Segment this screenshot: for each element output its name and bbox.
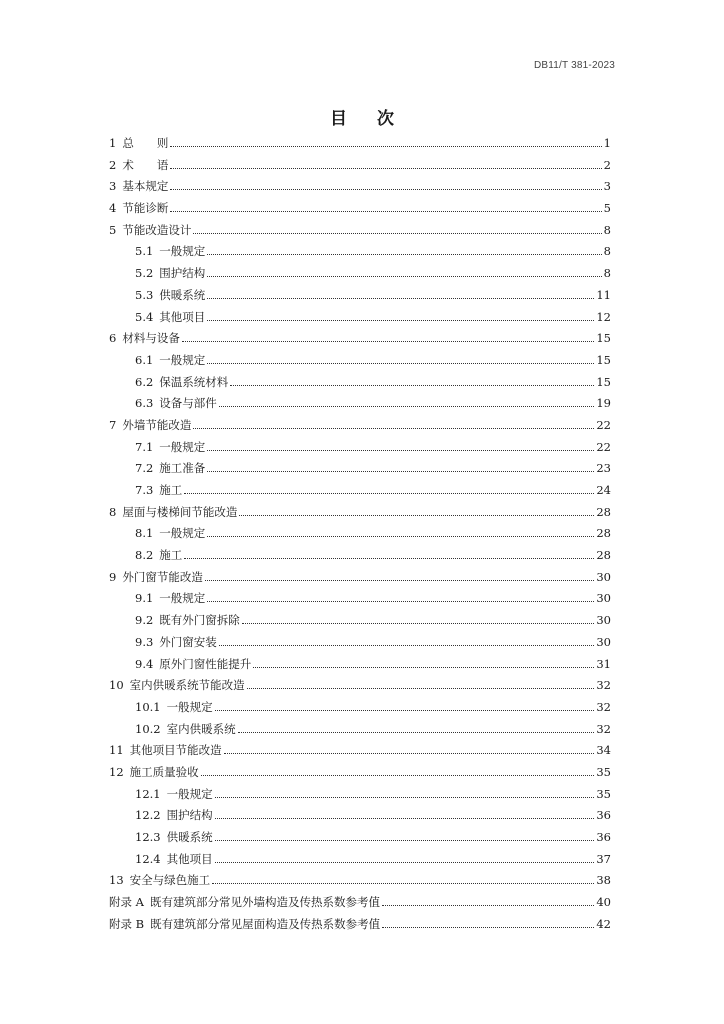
toc-entry-number: 9.3 — [135, 634, 154, 649]
toc-entry-label: 设备与部件 — [159, 396, 217, 411]
toc-entry-page: 30 — [596, 613, 611, 628]
toc-entry-page: 2 — [603, 157, 611, 172]
toc-entry-label: 一般规定 — [166, 786, 213, 801]
toc-entry-number: 12.1 — [135, 786, 161, 801]
toc-entry-label: 室内供暖系统 — [166, 721, 236, 736]
toc-entry-number: 6.1 — [135, 352, 154, 367]
toc-entry-number: 5.4 — [135, 309, 154, 324]
toc-entry-label: 节能诊断 — [122, 201, 169, 216]
toc-dot-leader — [215, 853, 595, 863]
toc-dot-leader — [170, 137, 601, 147]
toc-dot-leader — [382, 918, 594, 928]
toc-entry-number: 7 — [109, 417, 117, 432]
toc-entry-number: 10.2 — [135, 721, 161, 736]
toc-dot-leader — [207, 289, 594, 299]
toc-entry-page: 8 — [603, 244, 611, 259]
toc-dot-leader — [193, 224, 601, 234]
toc-entry-label: 既有外门窗拆除 — [159, 613, 240, 628]
toc-entry[interactable] — [109, 393, 611, 415]
toc-entry-page: 34 — [596, 743, 611, 758]
toc-entry-page: 28 — [596, 526, 611, 541]
toc-entry-page: 15 — [596, 331, 611, 346]
toc-entry[interactable] — [109, 263, 611, 285]
toc-entry-page: 19 — [596, 396, 611, 411]
toc-entry-label: 既有建筑部分常见外墙构造及传热系数参考值 — [149, 895, 380, 910]
toc-dot-leader — [215, 701, 595, 711]
toc-entry-label: 基本规定 — [122, 179, 169, 194]
toc-entry-label: 供暖系统 — [159, 287, 206, 302]
toc-entry-label: 材料与设备 — [122, 331, 180, 346]
toc-entry-number: 2 — [109, 157, 117, 172]
toc-entry-label: 围护结构 — [166, 808, 213, 823]
toc-dot-leader — [207, 592, 594, 602]
toc-entry-label: 一般规定 — [159, 244, 206, 259]
toc-dot-leader — [201, 766, 595, 776]
toc-entry-label: 一般规定 — [159, 439, 206, 454]
toc-entry-label: 施工 — [159, 483, 183, 497]
toc-entry[interactable] — [109, 480, 611, 502]
toc-dot-leader — [184, 549, 594, 559]
toc-entry-number: 9.1 — [135, 591, 154, 606]
toc-entry-page: 31 — [596, 656, 611, 671]
toc-dot-leader — [207, 527, 594, 537]
toc-entry-label: 一般规定 — [166, 699, 213, 714]
toc-entry-page: 32 — [596, 678, 611, 693]
toc-entry-label: 外门窗安装 — [159, 634, 217, 649]
toc-entry-number: 8 — [109, 504, 117, 519]
toc-entry[interactable] — [109, 610, 611, 632]
toc-entry-number: 11 — [109, 743, 124, 758]
toc-dot-leader — [215, 831, 595, 841]
toc-dot-leader — [205, 571, 595, 581]
toc-entry-label: 保温系统材料 — [159, 374, 229, 389]
toc-entry-page: 22 — [596, 439, 611, 454]
toc-entry-label: 既有建筑部分常见屋面构造及传热系数参考值 — [150, 916, 381, 931]
toc-entry-page: 36 — [596, 830, 611, 844]
toc-entry-number: 9.2 — [135, 613, 154, 628]
toc-entry-number: 6.2 — [135, 374, 154, 389]
toc-entry-page: 1 — [603, 136, 611, 150]
toc-dot-leader — [238, 723, 595, 733]
toc-entry-label: 一般规定 — [159, 591, 206, 606]
toc-entry-label: 总 则 — [122, 136, 169, 150]
toc-entry-number: 1 — [109, 136, 117, 150]
toc-entry-number: 10.1 — [135, 699, 161, 714]
toc-entry[interactable] — [109, 719, 611, 741]
toc-entry[interactable] — [109, 914, 611, 936]
toc-entry-number: 7.3 — [135, 483, 154, 497]
toc-entry[interactable] — [109, 892, 611, 914]
toc-entry-page: 37 — [596, 851, 611, 866]
toc-entry-label: 其他项目 — [166, 851, 213, 866]
toc-dot-leader — [382, 896, 594, 906]
toc-entry-label: 其他项目 — [159, 309, 206, 324]
toc-entry-number: 附录 A — [109, 895, 144, 910]
toc-entry-label: 屋面与楼梯间节能改造 — [122, 504, 238, 519]
toc-entry[interactable] — [109, 588, 611, 610]
toc-entry[interactable] — [109, 437, 611, 459]
toc-entry[interactable] — [109, 654, 611, 676]
toc-entry-label: 一般规定 — [159, 352, 206, 367]
toc-dot-leader — [207, 354, 594, 364]
toc-entry[interactable] — [109, 545, 611, 567]
toc-list — [109, 133, 611, 935]
toc-entry[interactable] — [109, 220, 611, 242]
toc-dot-leader — [170, 180, 601, 190]
toc-entry-page: 15 — [596, 374, 611, 389]
toc-dot-leader — [219, 397, 595, 407]
toc-entry[interactable] — [109, 350, 611, 372]
toc-entry-page: 28 — [596, 548, 611, 563]
toc-entry[interactable] — [109, 133, 611, 155]
toc-dot-leader — [193, 419, 594, 429]
toc-dot-leader — [247, 679, 595, 689]
toc-entry[interactable] — [109, 328, 611, 350]
toc-entry-number: 7.1 — [135, 439, 154, 454]
toc-entry-page: 12 — [596, 309, 611, 324]
toc-entry-number: 8.1 — [135, 526, 154, 541]
toc-dot-leader — [239, 506, 594, 516]
toc-entry-page: 36 — [596, 808, 611, 823]
toc-entry-number: 4 — [109, 201, 117, 216]
toc-entry-page: 30 — [596, 634, 611, 649]
toc-entry-page: 8 — [603, 266, 611, 281]
toc-entry-number: 5 — [109, 222, 117, 237]
toc-entry-page: 8 — [603, 222, 611, 237]
toc-entry[interactable] — [109, 415, 611, 437]
toc-entry-page: 35 — [596, 786, 611, 801]
toc-title-char-1: 目 — [330, 109, 347, 129]
toc-entry-label: 施工 — [159, 548, 183, 563]
toc-entry[interactable] — [109, 241, 611, 263]
toc-dot-leader — [219, 636, 595, 646]
toc-entry-page: 40 — [596, 895, 611, 910]
toc-entry-number: 9 — [109, 569, 117, 584]
toc-dot-leader — [207, 311, 594, 321]
toc-entry[interactable] — [109, 784, 611, 806]
toc-entry-number: 8.2 — [135, 548, 154, 563]
toc-entry-page: 35 — [596, 764, 611, 779]
toc-entry-label: 外门窗节能改造 — [122, 569, 203, 584]
toc-dot-leader — [253, 658, 594, 668]
toc-entry[interactable] — [109, 458, 611, 480]
toc-entry[interactable] — [109, 849, 611, 871]
toc-dot-leader — [215, 809, 595, 819]
toc-entry-number: 12 — [109, 764, 124, 779]
toc-entry-page: 22 — [596, 417, 611, 432]
toc-entry[interactable] — [109, 372, 611, 394]
toc-entry[interactable] — [109, 523, 611, 545]
toc-entry[interactable] — [109, 740, 611, 762]
toc-entry-label: 术 语 — [122, 157, 169, 172]
toc-entry[interactable] — [109, 307, 611, 329]
toc-title-char-2: 次 — [377, 109, 394, 129]
toc-dot-leader — [170, 202, 601, 212]
toc-entry-number: 10 — [109, 678, 124, 693]
toc-entry-page: 15 — [596, 352, 611, 367]
toc-entry-page: 42 — [596, 916, 611, 931]
toc-entry-page: 28 — [596, 504, 611, 519]
toc-entry-number: 13 — [109, 873, 124, 888]
toc-entry-page: 5 — [603, 201, 611, 216]
toc-entry-page: 30 — [596, 569, 611, 584]
toc-entry-number: 附录 B — [109, 916, 145, 931]
toc-entry-page: 11 — [596, 287, 611, 302]
toc-entry-number: 7.2 — [135, 461, 154, 476]
toc-entry-label: 外墙节能改造 — [122, 417, 192, 432]
toc-entry-label: 围护结构 — [159, 266, 206, 281]
toc-entry[interactable] — [109, 805, 611, 827]
toc-entry[interactable] — [109, 870, 611, 892]
toc-entry-label: 一般规定 — [159, 526, 206, 541]
toc-entry-label: 施工准备 — [159, 461, 206, 476]
toc-dot-leader — [207, 245, 601, 255]
toc-entry[interactable] — [109, 198, 611, 220]
toc-dot-leader — [182, 332, 595, 342]
toc-entry-label: 其他项目节能改造 — [129, 743, 222, 758]
toc-entry[interactable] — [109, 176, 611, 198]
toc-dot-leader — [242, 614, 595, 624]
toc-entry-page: 3 — [603, 179, 611, 194]
toc-entry[interactable] — [109, 567, 611, 589]
toc-dot-leader — [170, 159, 601, 169]
toc-title — [0, 104, 724, 129]
toc-dot-leader — [207, 267, 601, 277]
toc-entry[interactable] — [109, 697, 611, 719]
toc-entry-number: 6 — [109, 331, 117, 346]
toc-entry-page: 23 — [596, 461, 611, 476]
toc-entry-label: 原外门窗性能提升 — [159, 656, 252, 671]
toc-entry[interactable] — [109, 827, 611, 849]
toc-entry-label: 安全与绿色施工 — [129, 873, 211, 888]
toc-entry-page: 32 — [596, 721, 611, 736]
toc-dot-leader — [230, 376, 594, 386]
toc-entry[interactable] — [109, 285, 611, 307]
toc-entry-number: 6.3 — [135, 396, 154, 411]
toc-entry-number: 9.4 — [135, 656, 154, 671]
toc-dot-leader — [184, 484, 594, 494]
toc-entry[interactable] — [109, 155, 611, 177]
toc-entry-label: 施工质量验收 — [129, 764, 199, 779]
toc-dot-leader — [207, 462, 594, 472]
document-code: DB11/T 381-2023 — [533, 60, 615, 71]
toc-dot-leader — [215, 788, 595, 798]
toc-entry-label: 供暖系统 — [166, 830, 213, 844]
toc-entry[interactable] — [109, 632, 611, 654]
toc-dot-leader — [224, 744, 595, 754]
toc-entry-number: 12.2 — [135, 808, 161, 823]
toc-entry-page: 30 — [596, 591, 611, 606]
toc-entry-page: 24 — [596, 483, 611, 497]
toc-entry-number: 12.4 — [135, 851, 161, 866]
toc-entry-label: 室内供暖系统节能改造 — [129, 678, 245, 693]
toc-entry[interactable] — [109, 675, 611, 697]
toc-entry-number: 3 — [109, 179, 117, 194]
toc-entry[interactable] — [109, 762, 611, 784]
toc-entry-number: 5.3 — [135, 287, 154, 302]
toc-entry-number: 5.2 — [135, 266, 154, 281]
toc-entry-page: 32 — [596, 699, 611, 714]
toc-entry-number: 5.1 — [135, 244, 154, 259]
toc-entry[interactable] — [109, 502, 611, 524]
toc-entry-label: 节能改造设计 — [122, 222, 192, 237]
toc-dot-leader — [212, 874, 594, 884]
toc-dot-leader — [207, 441, 594, 451]
toc-entry-page: 38 — [596, 873, 611, 888]
toc-entry-number: 12.3 — [135, 830, 161, 844]
